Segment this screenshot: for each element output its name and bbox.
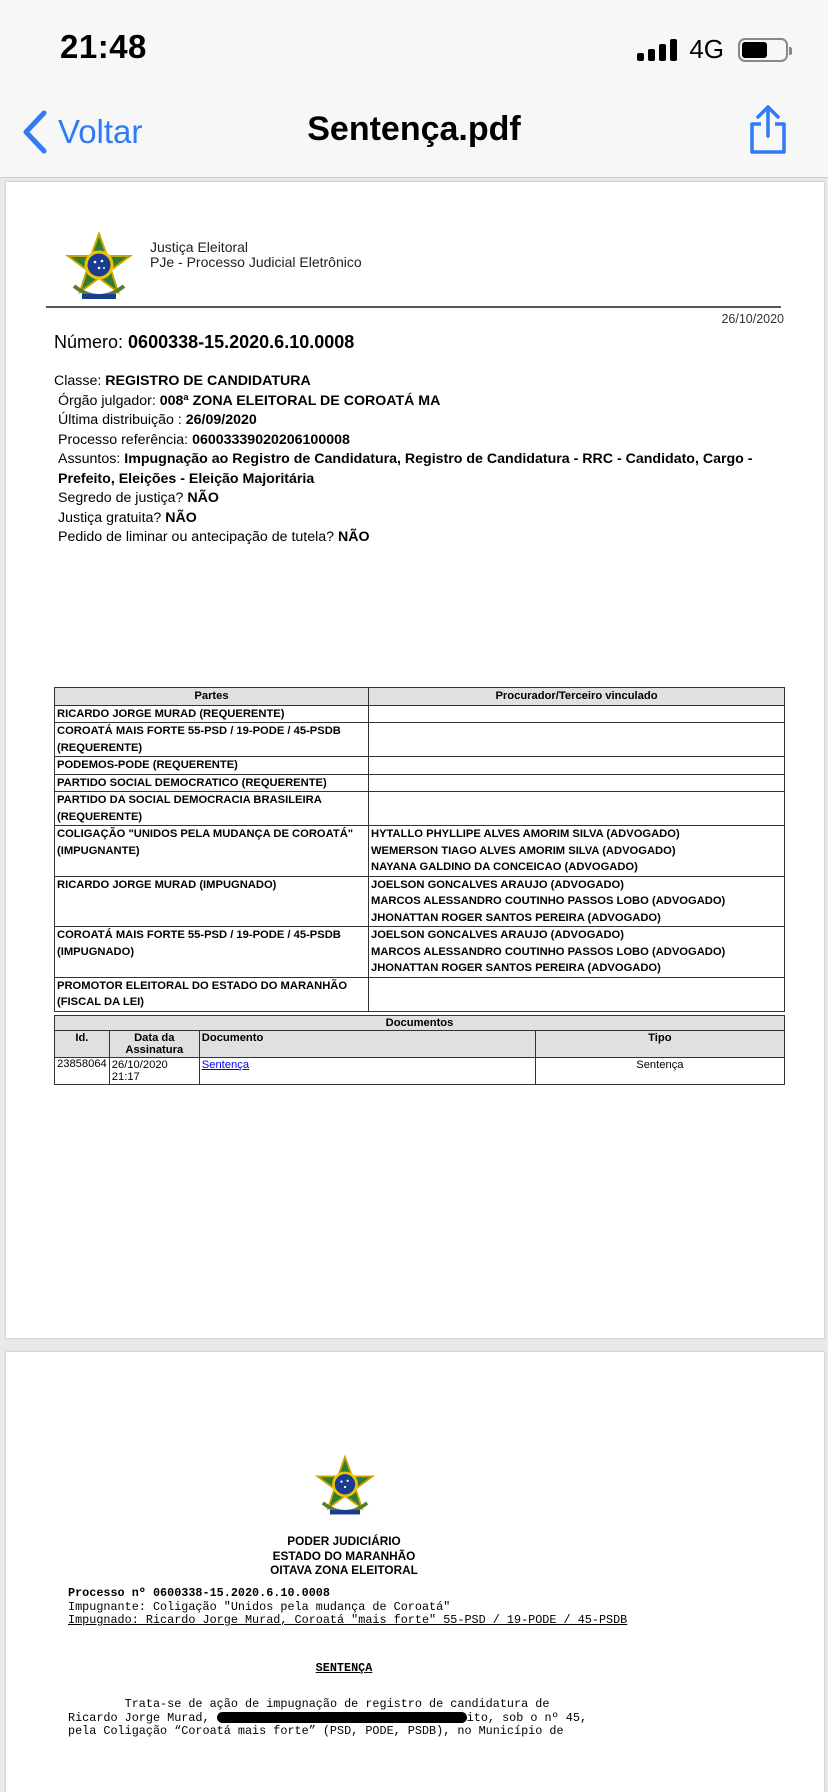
field-segredo: Segredo de justiça? NÃO — [58, 490, 219, 506]
process-number: Número: 0600338-15.2020.6.10.0008 — [54, 332, 355, 352]
document-header — [64, 232, 362, 304]
column-header-id: Id. — [55, 1031, 110, 1058]
table-row — [55, 876, 785, 927]
impugnante: Impugnante: Coligação "Unidos pela mudança de Coroatá" — [68, 1599, 451, 1614]
field-distribuicao: Última distribuição : 26/09/2020 — [58, 412, 257, 428]
navigation-bar — [0, 96, 828, 178]
procurador-cell — [369, 826, 785, 877]
share-icon[interactable] — [746, 104, 790, 156]
procurador-name: WEMERSON TIAGO ALVES AMORIM SILVA (ADVOGADO) — [371, 844, 676, 857]
table-row — [55, 1058, 785, 1085]
procurador-cell — [369, 977, 785, 1011]
column-header-procurador: Procurador/Terceiro vinculado — [369, 688, 785, 706]
parte-cell: RICARDO JORGE MURAD (IMPUGNADO) — [55, 876, 369, 927]
court-heading: PODER JUDICIÁRIO ESTADO DO MARANHÃO OITAVA ZONA ELEITORAL — [270, 1534, 418, 1577]
case-parties — [68, 1587, 627, 1628]
pdf-page-2[interactable] — [6, 1352, 824, 1792]
header-line-1: Justiça Eleitoral — [150, 239, 249, 255]
pdf-page-1[interactable] — [6, 182, 824, 1338]
coat-of-arms-icon — [64, 232, 134, 304]
sentence-paragraph: Trata-se de ação de impugnação de registro de candidatura de Ricardo Jorge Murad, ito, sob o nº 45, pela Coligação “Coroatá mais forte” (PSD, PODE, PSDB), no Município de — [68, 1697, 588, 1738]
back-label: Voltar — [58, 113, 143, 150]
field-referencia: Processo referência: 06003339020206100008 — [58, 431, 350, 448]
procurador-name: JHONATTAN ROGER SANTOS PEREIRA (ADVOGADO) — [371, 911, 661, 924]
procurador-cell — [369, 927, 785, 978]
column-header-tipo: Tipo — [535, 1031, 784, 1058]
parte-cell: COROATÁ MAIS FORTE 55-PSD / 19-PODE / 45-PSDB (REQUERENTE) — [55, 723, 369, 757]
coat-of-arms-icon — [314, 1452, 376, 1522]
document-date: 26/10/2020 — [721, 312, 784, 326]
procurador-cell — [369, 723, 785, 757]
network-type: 4G — [689, 34, 724, 64]
table-row — [55, 723, 785, 757]
procurador-cell — [369, 705, 785, 723]
status-time: 21:48 — [60, 28, 147, 65]
table-row — [55, 927, 785, 978]
field-classe: Classe: REGISTRO DE CANDIDATURA — [54, 373, 311, 389]
documents-caption: Documentos — [55, 1016, 785, 1031]
procurador-cell — [369, 876, 785, 927]
table-row — [55, 774, 785, 792]
parte-cell: PARTIDO DA SOCIAL DEMOCRACIA BRASILEIRA (REQUERENTE) — [55, 792, 369, 826]
documents-table — [54, 1015, 785, 1085]
parte-cell: RICARDO JORGE MURAD (REQUERENTE) — [55, 705, 369, 723]
signal-icon — [637, 39, 677, 61]
table-row — [55, 977, 785, 1011]
header-line-2: PJe - Processo Judicial Eletrônico — [150, 254, 362, 270]
field-gratuita: Justiça gratuita? NÃO — [58, 509, 197, 526]
procurador-name: HYTALLO PHYLLIPE ALVES AMORIM SILVA (ADVOGADO) — [371, 828, 680, 840]
table-row — [55, 826, 785, 877]
redaction-bar — [217, 1712, 467, 1723]
header-divider — [46, 306, 781, 308]
sentence-title: SENTENÇA — [315, 1661, 373, 1675]
procurador-name: NAYANA GALDINO DA CONCEICAO (ADVOGADO) — [371, 861, 638, 873]
procurador-name: JHONATTAN ROGER SANTOS PEREIRA (ADVOGADO) — [371, 962, 661, 974]
parte-cell: PODEMOS-PODE (REQUERENTE) — [55, 757, 369, 775]
procurador-name: MARCOS ALESSANDRO COUTINHO PASSOS LOBO (ADVOGADO) — [371, 895, 726, 907]
impugnado: Impugnado: Ricardo Jorge Murad, Coroatá "mais forte" 55-PSD / 19-PODE / 45-PSDB — [68, 1613, 628, 1627]
battery-icon — [738, 38, 788, 62]
column-header-data: Data da Assinatura — [109, 1031, 199, 1058]
field-assuntos: Assuntos: Impugnação ao Registro de Candidatura, Registro de Candidatura - RRC - Candidato, Cargo - Prefeito, Eleições - Eleição Majoritária — [58, 451, 753, 487]
table-row — [55, 792, 785, 826]
parte-cell: COROATÁ MAIS FORTE 55-PSD / 19-PODE / 45-PSDB (IMPUGNADO) — [55, 927, 369, 978]
document-title: Sentença.pdf — [307, 110, 521, 148]
status-bar — [0, 0, 828, 96]
doc-date: 26/10/2020 21:17 — [109, 1058, 199, 1085]
status-indicators — [637, 34, 788, 65]
parte-cell: COLIGAÇÃO "UNIDOS PELA MUDANÇA DE COROATÁ" (IMPUGNANTE) — [55, 826, 369, 877]
doc-id: 23858064 — [55, 1058, 110, 1085]
field-orgao: Órgão julgador: 008ª ZONA ELEITORAL DE COROATÁ MA — [58, 392, 441, 409]
procurador-name: JOELSON GONCALVES ARAUJO (ADVOGADO) — [371, 878, 624, 891]
procurador-cell — [369, 774, 785, 792]
partes-table — [54, 687, 785, 1012]
procurador-cell — [369, 757, 785, 775]
parte-cell: PARTIDO SOCIAL DEMOCRATICO (REQUERENTE) — [55, 774, 369, 792]
column-header-partes: Partes — [55, 688, 369, 706]
column-header-documento: Documento — [199, 1031, 535, 1058]
case-number: Processo nº 0600338-15.2020.6.10.0008 — [68, 1586, 330, 1600]
table-row — [55, 757, 785, 775]
field-liminar: Pedido de liminar ou antecipação de tutela? NÃO — [58, 529, 370, 545]
document-link[interactable]: Sentença — [201, 1059, 250, 1071]
procurador-name: MARCOS ALESSANDRO COUTINHO PASSOS LOBO (ADVOGADO) — [371, 945, 726, 958]
parte-cell: PROMOTOR ELEITORAL DO ESTADO DO MARANHÃO (FISCAL DA LEI) — [55, 977, 369, 1011]
procurador-name: JOELSON GONCALVES ARAUJO (ADVOGADO) — [371, 929, 624, 941]
table-row — [55, 705, 785, 723]
procurador-cell — [369, 792, 785, 826]
process-metadata — [54, 372, 784, 548]
doc-type: Sentença — [535, 1058, 784, 1085]
